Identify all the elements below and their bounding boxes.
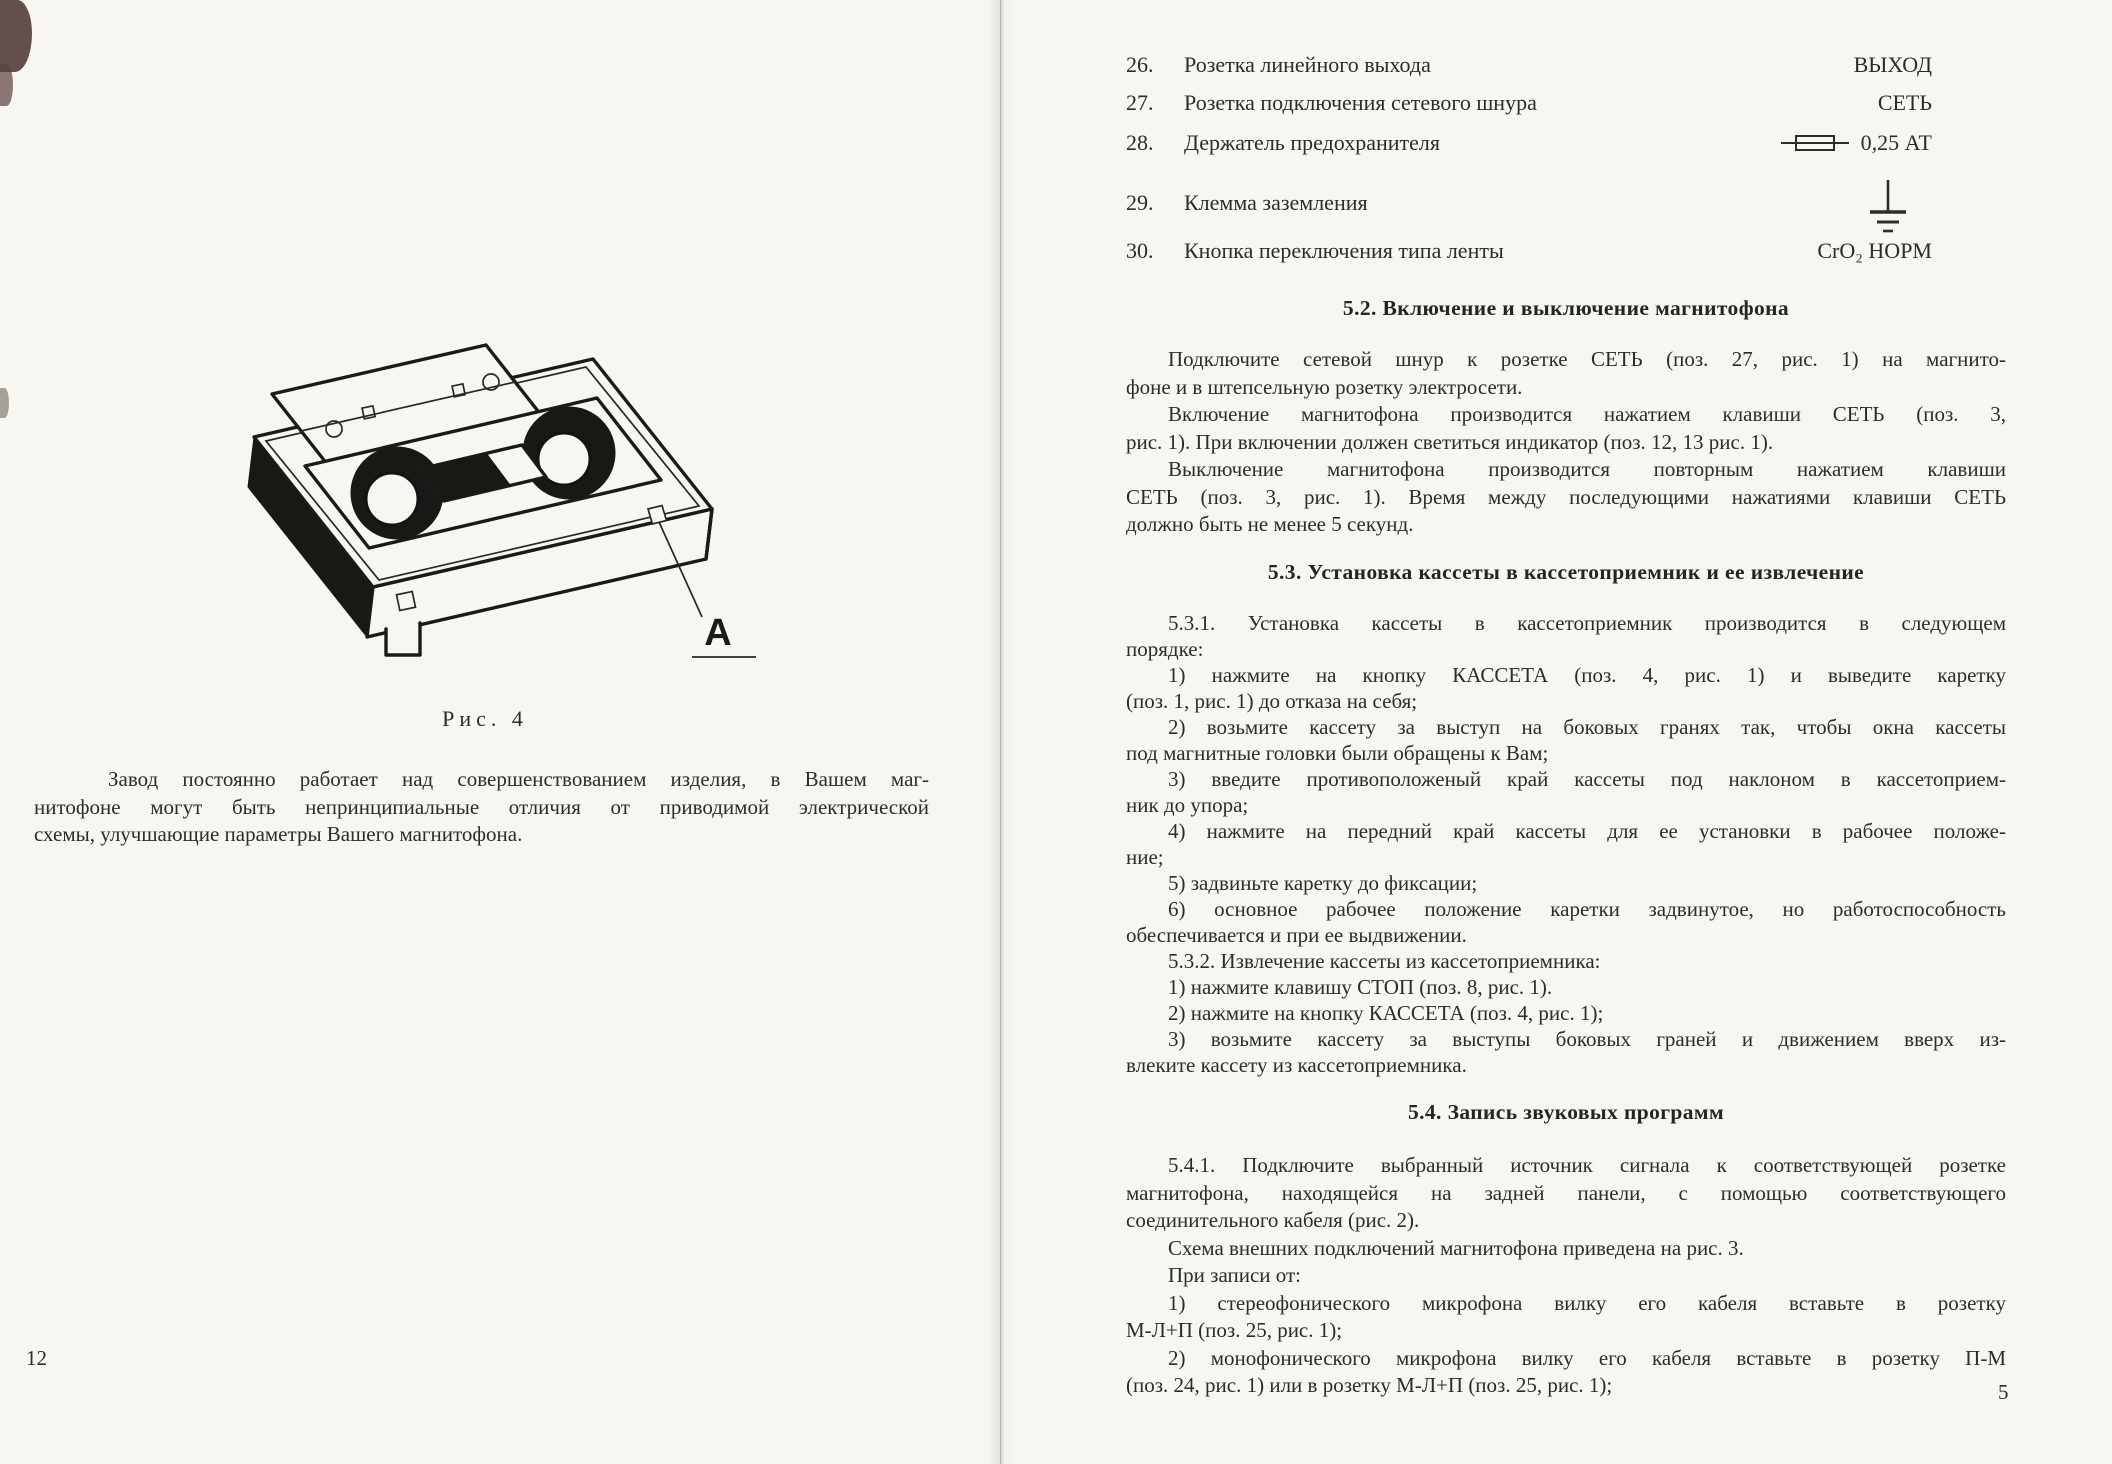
item-label: Держатель предохранителя <box>1184 130 1441 155</box>
connector-list-item <box>1126 90 2006 116</box>
text-line: Схема внешних подключений магнитофона приведена на рис. 3. <box>1168 1235 1744 1260</box>
text-line: соединительного кабеля (рис. 2). <box>1126 1208 1420 1232</box>
text-line: ник до упора; <box>1126 793 1249 817</box>
item-number: 30. <box>1126 238 1154 263</box>
section-heading-5-4: 5.4. Запись звуковых программ <box>1407 1100 1725 1124</box>
text-line: СЕТЬ (поз. 3, рис. 1). Время между последующими нажатиями клавиши СЕТЬ <box>1126 484 2006 509</box>
item-number: 26. <box>1126 52 1154 77</box>
connector-list-item <box>1126 238 2006 264</box>
scan-smudge <box>0 64 13 106</box>
item-label: Розетка подключения сетевого шнура <box>1184 90 1537 115</box>
section-body-5-2 <box>1126 346 2006 539</box>
text-line: порядке: <box>1126 637 1204 661</box>
section-heading-5-3: 5.3. Установка кассеты в кассетоприемник и ее извлечение <box>1267 560 1865 584</box>
text-line: схемы, улучшающие параметры Вашего магнитофона. <box>34 822 523 846</box>
fuse-rating: 0,25 АТ <box>1860 130 1932 155</box>
text-line: 6) основное рабочее положение каретки задвинутое, но работоспособность <box>1168 897 2006 921</box>
text-line: под магнитные головки были обращены к Вам; <box>1126 741 1549 765</box>
text-line: нитофоне могут быть непринципиальные отличия от приводимой электрической <box>34 794 929 819</box>
scan-smudge <box>0 388 9 418</box>
item-marking: CrO₂ НОРМ <box>1817 238 1932 263</box>
section-heading-5-2: 5.2. Включение и выключение магнитофона <box>1342 296 1790 320</box>
connector-list-item <box>1126 190 2006 216</box>
figure-callout-a: А <box>704 612 732 654</box>
section-body-5-3 <box>1126 610 2006 1078</box>
text-line: 1) стереофонического микрофона вилку его кабеля вставьте в розетку <box>1168 1290 2006 1315</box>
item-marking <box>1781 130 2006 156</box>
text-line: (поз. 24, рис. 1) или в розетку М-Л+П (поз. 25, рис. 1); <box>1126 1373 1613 1397</box>
page-number-right: 5 <box>1998 1380 2009 1404</box>
item-label: Клемма заземления <box>1184 190 1368 215</box>
text-line: 5) задвиньте каретку до фиксации; <box>1168 871 1478 895</box>
item-number: 29. <box>1126 190 1154 215</box>
item-marking: ВЫХОД <box>1853 52 1932 77</box>
text-line: Завод постоянно работает над совершенствованием изделия, в Вашем маг- <box>108 767 929 791</box>
text-line: М-Л+П (поз. 25, рис. 1); <box>1126 1318 1343 1342</box>
text-line: 3) возьмите кассету за выступы боковых граней и движением вверх из- <box>1168 1027 2006 1051</box>
hub-right <box>523 407 615 499</box>
text-line: магнитофона, находящейся на задней панели, с помощью соответствующего <box>1126 1180 2006 1205</box>
text-line: При записи от: <box>1168 1263 1302 1287</box>
item-marking: СЕТЬ <box>1877 90 1932 115</box>
text-line: обеспечивается и при ее выдвижении. <box>1126 923 1467 947</box>
text-line: 1) нажмите на кнопку КАССЕТА (поз. 4, рис. 1) и выведите каретку <box>1168 663 2006 687</box>
figure-caption: Рис. 4 <box>442 706 528 731</box>
item-label: Кнопка переключения типа ленты <box>1184 238 1504 263</box>
text-line: 2) монофонического микрофона вилку его кабеля вставьте в розетку П-М <box>1168 1345 2006 1370</box>
text-line: 2) возьмите кассету за выступ на боковых гранях так, чтобы окна кассеты <box>1168 715 2006 739</box>
cassette-illustration <box>170 245 800 725</box>
factory-note-paragraph <box>34 766 929 849</box>
page-gutter-shadow <box>988 0 1014 1464</box>
text-line: 5.3.2. Извлечение кассеты из кассетоприемника: <box>1168 949 1601 973</box>
text-line: 5.3.1. Установка кассеты в кассетоприемник производится в следующем <box>1168 611 2006 635</box>
text-line: 3) введите противоположеный край кассеты под наклоном в кассетоприем- <box>1168 767 2006 791</box>
text-line: Подключите сетевой шнур к розетке СЕТЬ (поз. 27, рис. 1) на магнито- <box>1168 347 2006 371</box>
section-body-5-4 <box>1126 1152 2006 1400</box>
item-label: Розетка линейного выхода <box>1184 52 1431 77</box>
hub-left <box>351 447 443 539</box>
text-line: Выключение магнитофона производится повторным нажатием клавиши <box>1168 457 2006 481</box>
text-line: влеките кассету из кассетоприемника. <box>1126 1053 1467 1077</box>
text-line: 5.4.1. Подключите выбранный источник сигнала к соответствующей розетке <box>1168 1153 2006 1177</box>
item-number: 28. <box>1126 130 1154 155</box>
text-line: должно быть не менее 5 секунд. <box>1126 512 1414 536</box>
text-line: 4) нажмите на передний край кассеты для ее установки в рабочее положе- <box>1168 819 2006 843</box>
text-line: фоне и в штепсельную розетку электросети. <box>1126 374 1523 399</box>
ground-icon <box>1866 180 1910 242</box>
connector-list-item <box>1126 52 2006 78</box>
text-line: 2) нажмите на кнопку КАССЕТА (поз. 4, рис. 1); <box>1168 1001 1604 1025</box>
text-line: рис. 1). При включении должен светиться индикатор (поз. 12, 13 рис. 1). <box>1126 429 1774 454</box>
item-number: 27. <box>1126 90 1154 115</box>
text-line: (поз. 1, рис. 1) до отказа на себя; <box>1126 689 1418 713</box>
fuse-icon <box>1781 133 1849 153</box>
page-number-left: 12 <box>26 1346 47 1370</box>
text-line: ние; <box>1126 845 1164 869</box>
page-gutter-line <box>1000 0 1001 1464</box>
connector-list-item <box>1126 130 2006 156</box>
scan-smudge <box>0 0 32 72</box>
text-line: 1) нажмите клавишу СТОП (поз. 8, рис. 1). <box>1168 975 1553 999</box>
text-line: Включение магнитофона производится нажатием клавиши СЕТЬ (поз. 3, <box>1168 402 2006 426</box>
